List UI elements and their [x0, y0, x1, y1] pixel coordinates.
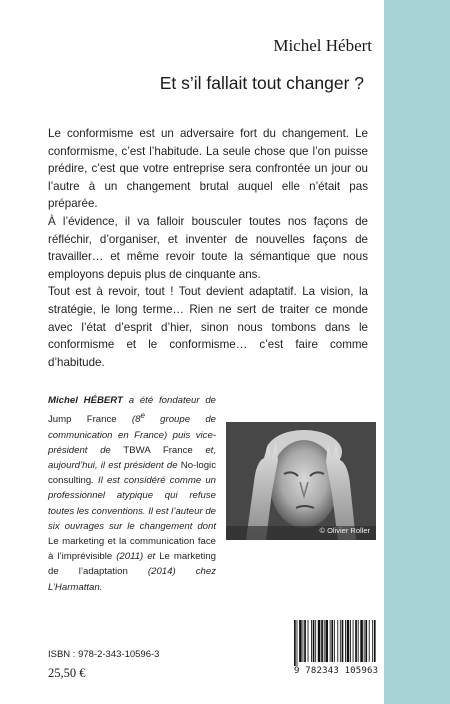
barcode-bar	[340, 620, 341, 662]
barcode-bar	[331, 620, 333, 662]
blurb-text	[48, 125, 368, 371]
book-price: 25,50 €	[48, 666, 86, 680]
barcode-bar	[350, 620, 351, 662]
book-title: Et s’il fallait tout changer ?	[159, 73, 364, 93]
bio-author-name: Michel HÉBERT	[48, 395, 123, 406]
barcode-bar	[345, 620, 346, 662]
barcode-bar	[369, 620, 370, 662]
barcode-bar	[297, 620, 298, 666]
barcode-bar	[337, 620, 338, 662]
barcode-bar	[324, 620, 325, 662]
barcode-bar	[353, 620, 354, 662]
barcode-bar	[374, 620, 376, 662]
barcode-bars	[290, 620, 378, 666]
barcode-bar	[358, 620, 359, 662]
barcode-bar	[318, 620, 321, 662]
blurb-paragraph-2: À l’évidence, il va falloir bousculer toutes nos façons de réfléchir, d’organiser, et inventer de nouvelles façons de travailler… et même revoir toute la sémantique que nous employons depuis plus de cinquante ans.	[48, 214, 368, 281]
barcode-bar	[334, 620, 335, 662]
barcode-bar	[315, 620, 316, 662]
blurb-paragraph-3: Tout est à revoir, tout ! Tout devient adaptatif. La vision, la stratégie, le long terme… Rien ne sert de traiter ce monde avec l’état d’esprit d’hier, sinon nous tombons dans le conformisme et le conformisme… c’est faire comme d’habitude.	[48, 285, 368, 369]
barcode-bar	[365, 620, 367, 662]
barcode-bar	[347, 620, 350, 662]
barcode-bar	[308, 620, 309, 662]
barcode-bar	[364, 620, 365, 662]
barcode-bar	[313, 620, 315, 662]
barcode-bar	[355, 620, 357, 662]
blurb-paragraph-1: Le conformisme est un adversaire fort du changement. Le conformisme, c’est l’habitude. La seule chose que l’on puisse prédire, c’est que votre entreprise sera confrontée un jour ou l’autre à un changement brutal auquel elle n’était pas préparée.	[48, 127, 368, 211]
barcode-bar	[304, 620, 306, 662]
isbn-number: ISBN : 978-2-343-10596-3	[48, 649, 160, 660]
barcode-bar	[342, 620, 344, 662]
photo-credit: © Olivier Roller	[319, 526, 370, 535]
barcode-bar	[311, 620, 312, 662]
barcode-bar	[294, 620, 296, 666]
barcode-bar	[303, 620, 304, 662]
author-biography: Michel HÉBERT a été fondateur de Jump France (8e groupe de communication en France) puis vice-président de TBWA France et, aujourd’hui, il est président de No-logic consulting. Il est considéré comme un professionnel atypique qui refuse toutes les conventions. Il est l’auteur de six ouvrages sur le changement dont Le marketing et la communication face à l’imprévisible (2011) et Le marketing de l’adaptation (2014) chez L’Harmattan.	[48, 395, 217, 593]
barcode-bar	[299, 620, 302, 662]
author-portrait-image	[226, 422, 376, 540]
barcode-bar	[325, 620, 328, 662]
side-color-stripe	[384, 0, 450, 704]
barcode-digits: 9 782343 105963	[294, 666, 379, 676]
barcode-bar	[321, 620, 323, 662]
barcode-bar	[372, 620, 373, 662]
barcode-bar	[330, 620, 331, 662]
author-photo	[226, 422, 376, 540]
barcode-bar	[360, 620, 363, 662]
author-name: Michel Hébert	[273, 36, 372, 55]
